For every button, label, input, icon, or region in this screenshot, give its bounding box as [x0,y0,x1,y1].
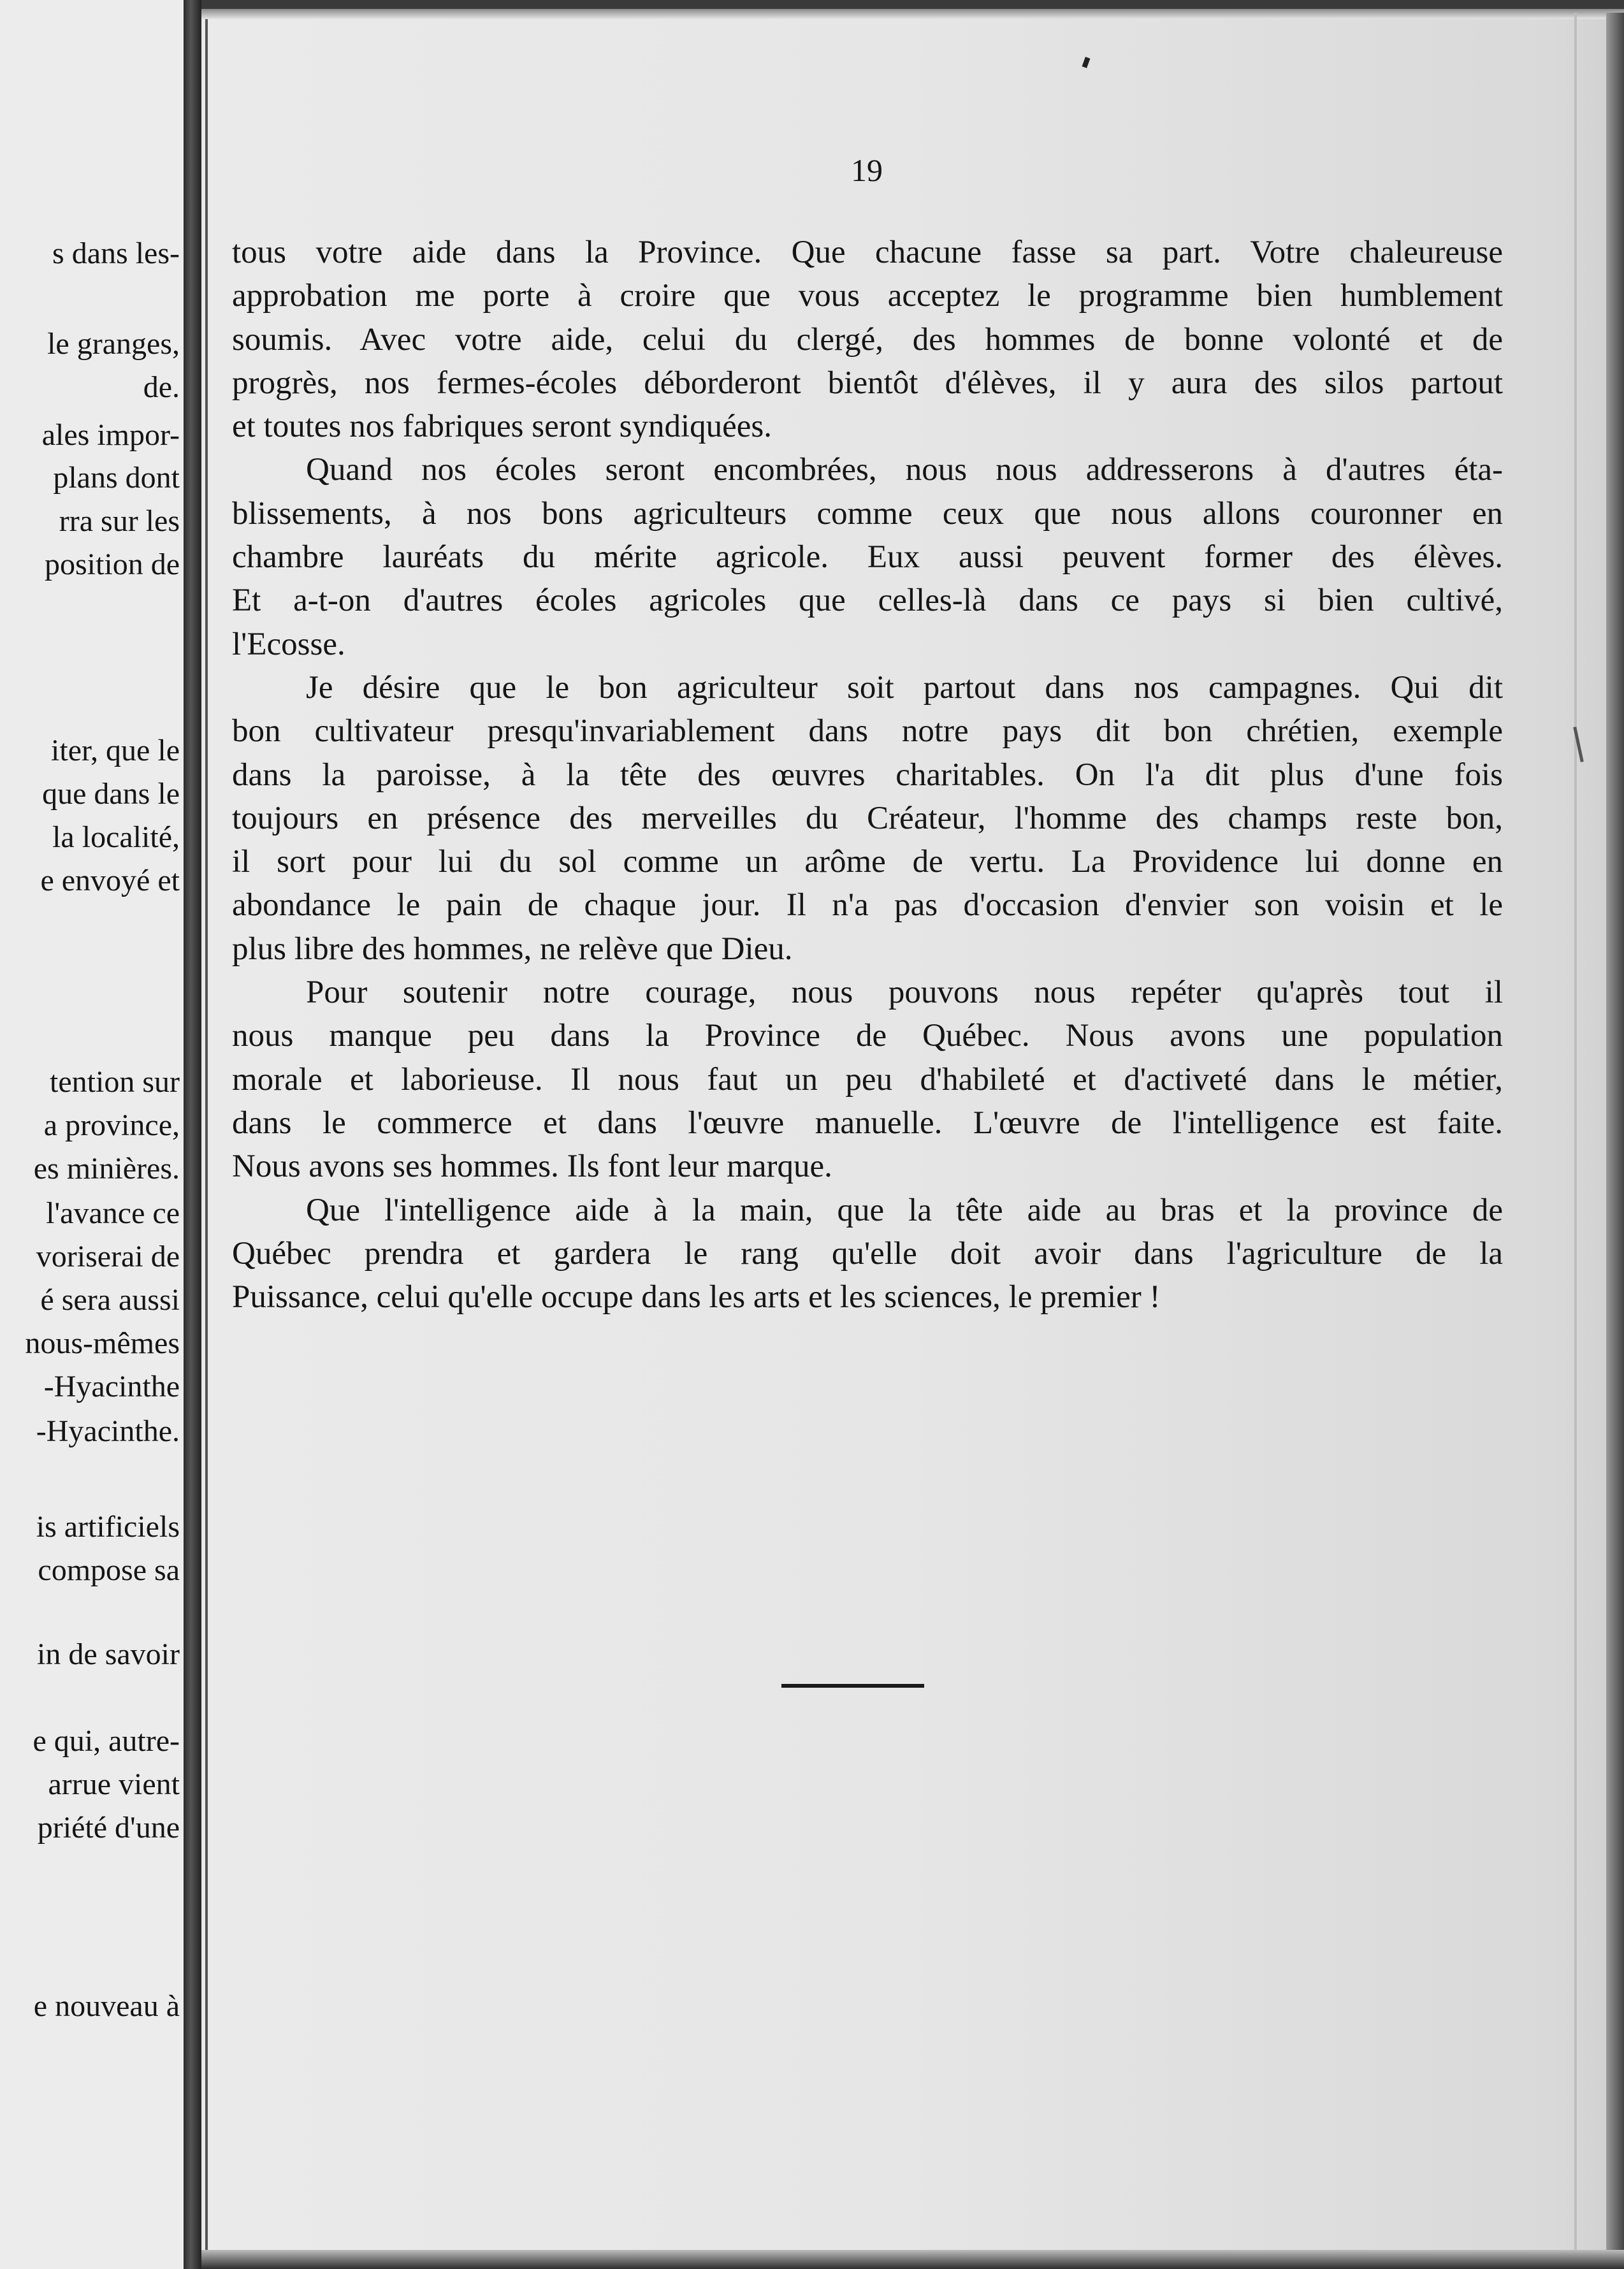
page-number: 19 [851,152,883,188]
facing-page-line: is artificiels [36,1510,180,1544]
facing-page-line: ales impor- [41,418,180,452]
facing-page-line: e nouveau à [33,1989,180,2023]
text-line: tous votre aide dans la Province. Que chacune fasse sa part. Votre chaleureuse [232,235,1503,270]
facing-page-line: iter, que le [51,734,180,767]
body-text [232,231,1503,1319]
bottom-page-edge [201,2250,1624,2269]
top-page-edge [0,0,1624,9]
right-page-edge [1606,13,1624,2269]
facing-page-line: es minières. [33,1152,180,1185]
text-line: chambre lauréats du mérite agricole. Eux aussi peuvent former des élèves. [232,539,1503,576]
text-line: blissements, à nos bons agriculteurs comme ceux que nous allons couronner en [232,495,1503,532]
facing-page-line: tention sur [50,1065,180,1099]
text-line: bon cultivateur presqu'invariablement dans notre pays dit bon chrétien, exemple [232,713,1503,750]
facing-page-line: priété d'une [37,1811,180,1845]
facing-page-line: position de [45,547,180,581]
top-edge-shadow [191,9,1624,19]
text-line: nous manque peu dans la Province de Québec. Nous avons une population [232,1018,1503,1054]
facing-page-line: le granges, [47,327,180,361]
facing-page-line: l'avance ce [46,1196,180,1230]
text-line: progrès, nos fermes-écoles déborderont bientôt d'élèves, il y aura des silos partout [232,365,1503,401]
facing-page-line: é sera aussi [40,1283,180,1317]
text-line: Et a-t-on d'autres écoles agricoles que celles-là dans ce pays si bien cultivé, [232,583,1503,619]
text-line: Que l'intelligence aide à la main, que la tête aide au bras et la province de [306,1192,1503,1228]
facing-page-line: -Hyacinthe [43,1370,180,1403]
text-line: Puissance, celui qu'elle occupe dans les arts et les sciences, le premier ! [232,1279,1161,1316]
text-line: soumis. Avec votre aide, celui du clergé, des hommes de bonne volonté et de [232,321,1503,358]
end-rule [781,1684,924,1688]
text-line: Je désire que le bon agriculteur soit partout dans nos campagnes. Qui dit [306,669,1503,706]
right-margin-line [1574,13,1577,2256]
text-line: Pour soutenir notre courage, nous pouvons nous repéter qu'après tout il [306,975,1503,1011]
facing-page-line: compose sa [38,1553,180,1587]
ink-speck [1082,57,1091,68]
facing-page-line: arrue vient [48,1767,180,1801]
text-line: l'Ecosse. [232,626,345,662]
facing-page-line: -Hyacinthe. [36,1414,180,1448]
text-line: dans le commerce et dans l'œuvre manuelle. L'œuvre de l'intelligence est faite. [232,1105,1503,1141]
text-line: approbation me porte à croire que vous acceptez le programme bien humblement [232,278,1503,314]
facing-page-line: voriserai de [36,1240,180,1273]
facing-page-line: nous-mêmes [25,1326,180,1360]
facing-page-line: la localité, [52,820,180,854]
facing-page-line: a province, [43,1108,180,1142]
text-line: et toutes nos fabriques seront syndiquées. [232,409,772,445]
facing-page-line: e qui, autre- [33,1724,180,1758]
text-line: plus libre des hommes, ne relève que Dieu. [232,931,793,967]
facing-page-line: que dans le [42,777,180,811]
facing-page-fragment [0,0,184,2269]
text-line: morale et laborieuse. Il nous faut un peu d'habileté et d'activeté dans le métier, [232,1061,1503,1098]
facing-page-line: s dans les- [52,236,180,270]
text-line: abondance le pain de chaque jour. Il n'a pas d'occasion d'envier son voisin et le [232,887,1503,924]
text-line: Quand nos écoles seront encombrées, nous nous addresserons à d'autres éta- [306,452,1503,488]
facing-page-line: in de savoir [37,1637,180,1671]
gutter-line [205,19,208,2269]
facing-page-line: e envoyé et [40,864,180,897]
facing-page-line: de. [143,370,180,404]
text-line: il sort pour lui du sol comme un arôme de vertu. La Providence lui donne en [232,844,1503,880]
text-line: dans la paroisse, à la tête des œuvres charitables. On l'a dit plus d'une fois [232,757,1503,793]
facing-page-line: rra sur les [59,504,180,538]
text-line: toujours en présence des merveilles du Créateur, l'homme des champs reste bon, [232,800,1503,836]
text-line: Nous avons ses hommes. Ils font leur marque. [232,1149,832,1185]
binding-gutter [184,0,201,2269]
facing-page-line: plans dont [53,461,180,495]
text-line: Québec prendra et gardera le rang qu'elle doit avoir dans l'agriculture de la [232,1235,1503,1272]
